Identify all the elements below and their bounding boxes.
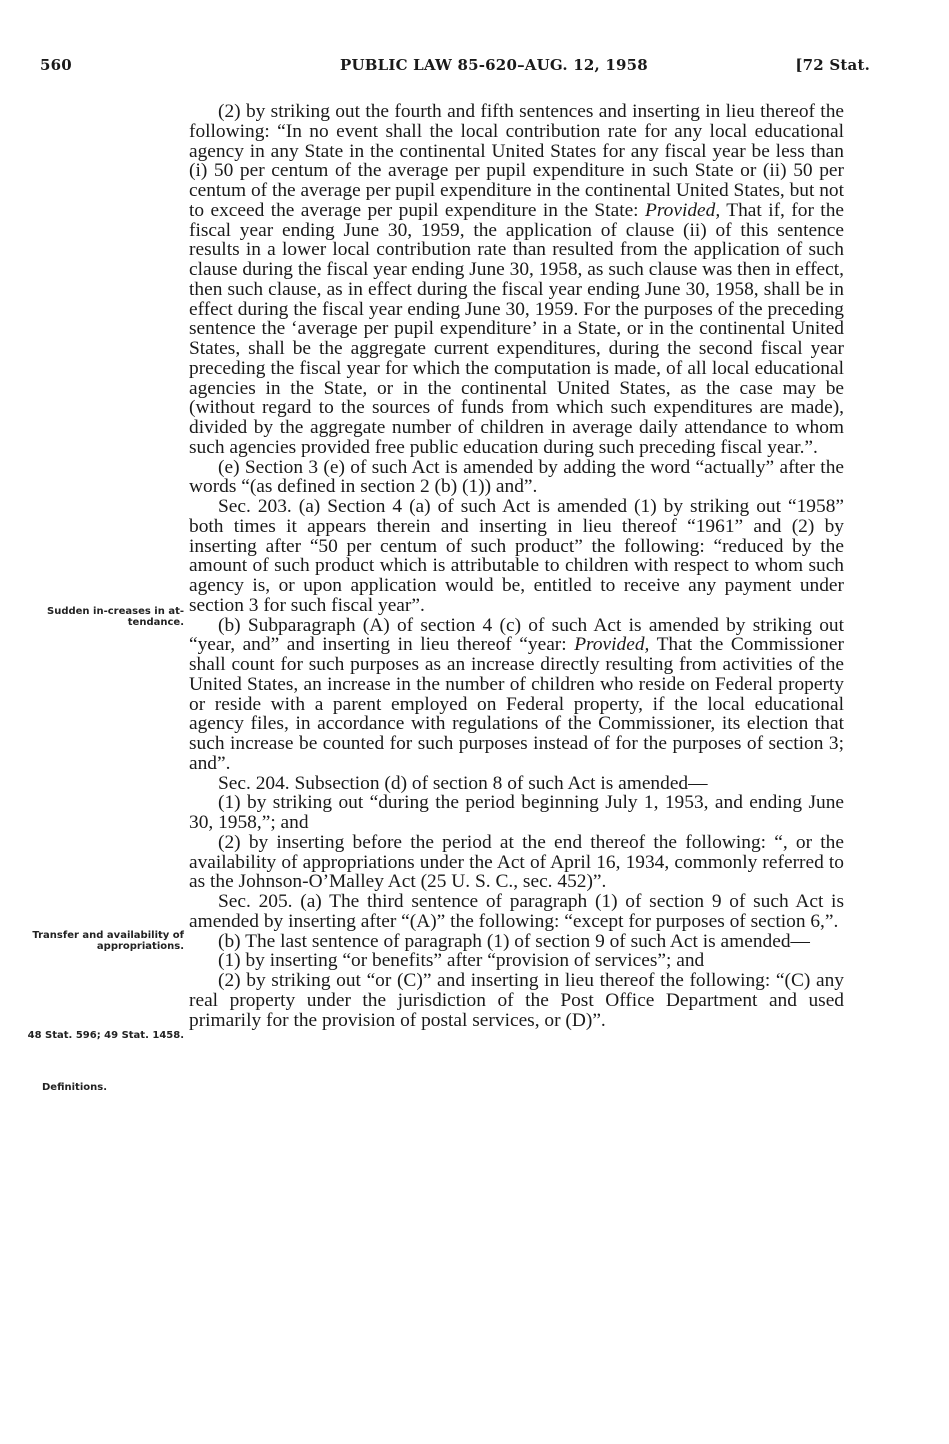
paragraph-sec-203a: Sec. 203. (a) Section 4 (a) of such Act is amended (1) by striking out “1958” both times it appears therein and inserting in lieu thereof “1961” and (2) by inserting after “50 per centum of such product” the following: “reduced by the amount of such product which is attributable to children with respect to whom such agency is, or upon application would be, entitled to receive any payment under section 3 for such fiscal year”. bbox=[189, 496, 844, 616]
margin-note-sudden-increases: Sudden in-creases in at-tendance. bbox=[47, 606, 184, 628]
body-text bbox=[189, 102, 844, 1030]
paragraph-sec-205b-2: (2) by striking out “or (C)” and inserting in lieu thereof the following: “(C) any real property under the jurisdiction of the Post Office Department and used primarily for the provision of postal services, or (D)”. bbox=[189, 970, 844, 1031]
paragraph-sec-205a: Sec. 205. (a) The third sentence of paragraph (1) of section 9 of such Act is amended by inserting after “(A)” the following: “except for purposes of section 6,”. bbox=[189, 891, 844, 932]
page-header bbox=[40, 56, 870, 80]
statute-reference: [72 Stat. bbox=[795, 56, 870, 74]
margin-note-transfer-appropriations: Transfer and availability of appropriations. bbox=[32, 930, 184, 952]
provided-proviso: Provided, bbox=[644, 199, 721, 221]
paragraph-sec-204-2: (2) by inserting before the period at the end thereof the following: “, or the availability of appropriations under the Act of April 16, 1934, commonly referred to as the Johnson-O’Malley Act (25 U. S. C., sec. 452)”. bbox=[189, 831, 844, 893]
margin-note-definitions: Definitions. bbox=[42, 1082, 107, 1093]
provided-proviso: Provided, bbox=[574, 634, 650, 656]
paragraph-sec-205b: (b) The last sentence of paragraph (1) of section 9 of such Act is amended— bbox=[218, 930, 810, 952]
margin-note-statute-citation: 48 Stat. 596; 49 Stat. 1458. bbox=[27, 1030, 184, 1041]
paragraph-sec-203b: (b) Subparagraph (A) of section 4 (c) of such Act is amended by striking out “year, and” and inserting in lieu thereof “year: Provided, That the Commissioner shall count for such purposes as an increase directly resulting from activities of the United States, an increase in the number of children who reside on Federal property or reside with a parent employed on Federal property, if the local educational agency files, in accordance with regulations of the Commissioner, its election that such increase be counted for such purposes instead of for the purposes of section 3; and”. bbox=[189, 614, 844, 774]
page-number: 560 bbox=[40, 56, 72, 74]
paragraph-2-striking-sentences: (2) by striking out the fourth and fifth sentences and inserting in lieu thereof the following: “In no event shall the local contribution rate for any local educational agency in any State in the continental United States for any fiscal year be less than (i) 50 per centum of the average per pupil expenditure in such State or (ii) 50 per centum of the average per pupil expenditure in the continental United States, but not to exceed the average per pupil expenditure in the State: Provided, That if, for the fiscal year ending June 30, 1959, the application of clause (ii) of this sentence results in a lower local contribution rate than resulted from the application of such clause during the fiscal year ending June 30, 1958, as such clause was then in effect, then such clause, as in effect during the fiscal year ending June 30, 1958, shall be in effect during the fiscal year ending June 30, 1959. For the purposes of the preceding sentence the ‘average per pupil expenditure’ in a State, or in the continental United States, shall be the aggregate current expenditures, during the second fiscal year preceding the fiscal year for which the computation is made, of all local educational agencies in the State, or in the continental United States, as the case may be (without regard to the sources of funds from which such expenditures are made), divided by the aggregate number of children in average daily attendance to whom such agencies provided free public education during such preceding fiscal year.”. bbox=[189, 101, 844, 458]
paragraph-sec-204: Sec. 204. Subsection (d) of section 8 of such Act is amended— bbox=[218, 772, 708, 794]
paragraph-section-3e: (e) Section 3 (e) of such Act is amended by adding the word “actually” after the words “(as defined in section 2 (b) (1)) and”. bbox=[189, 456, 844, 498]
paragraph-sec-205b-1: (1) by inserting “or benefits” after “provision of services”; and bbox=[218, 950, 705, 972]
paragraph-sec-204-1: (1) by striking out “during the period beginning July 1, 1953, and ending June 30, 1958,”; and bbox=[189, 792, 844, 833]
running-title: PUBLIC LAW 85-620–AUG. 12, 1958 bbox=[340, 56, 648, 74]
